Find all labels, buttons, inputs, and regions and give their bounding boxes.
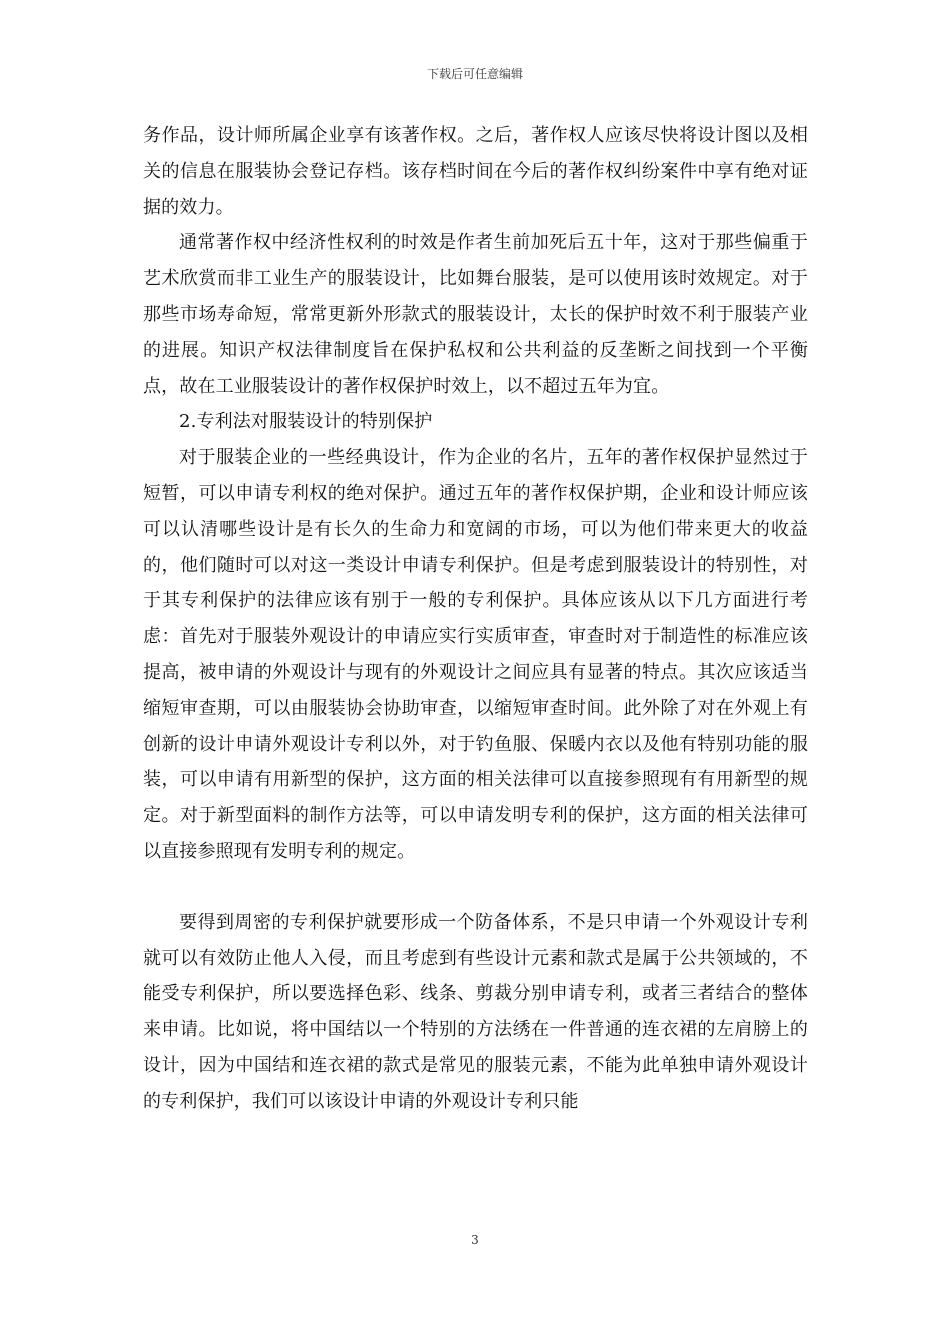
paragraph-continuation: 务作品，设计师所属企业享有该著作权。之后，著作权人应该尽快将设计图以及相关的信息在服装协会登记存档。该存档时间在今后的著作权纠纷案件中享有绝对证据的效力。 — [143, 125, 808, 218]
page-header: 下载后可任意编辑 — [426, 67, 523, 81]
paragraph-patent-protection: 对于服装企业的一些经典设计，作为企业的名片，五年的著作权保护显然过于短暂，可以申请专利权的绝对保护。通过五年的著作权保护期，企业和设计师应该可以认清哪些设计是有长久的生命力和宽阔的市场，可以为他们带来更大的收益的，他们随时可以对这一类设计申请专利保护。但是考虑到服装设计的特别性，对于其专利保护的法律应该有别于一般的专利保护。具体应该从以下几方面进行考虑：首先对于服装外观设计的申请应实行实质审查，审查时对于制造性的标准应该提高，被申请的外观设计与现有的外观设计之间应具有显著的特点。其次应该适当缩短审查期，可以由服装协会协助审查，以缩短审查时间。此外除了对在外观上有创新的设计申请外观设计专利以外，对于钓鱼服、保暖内衣以及他有特别功能的服装，可以申请有用新型的保护，这方面的相关法律可以直接参照现有有用新型的规定。对于新型面料的制作方法等，可以申请发明专利的保护，这方面的相关法律可以直接参照现有发明专利的规定。 — [143, 447, 808, 862]
paragraph-copyright-term: 通常著作权中经济性权利的时效是作者生前加死后五十年，这对于那些偏重于艺术欣赏而非工业生产的服装设计，比如舞台服装，是可以使用该时效规定。对于那些市场寿命短，常常更新外形款式的服装设计，太长的保护时效不利于服装产业的进展。知识产权法律制度旨在保护私权和公共利益的反垄断之间找到一个平衡点，故在工业服装设计的著作权保护时效上，以不超过五年为宜。 — [143, 232, 808, 397]
paragraph-defense-system: 要得到周密的专利保护就要形成一个防备体系，不是只申请一个外观设计专利就可以有效防止他人入侵，而且考虑到有些设计元素和款式是属于公共领域的，不能受专利保护，所以要选择色彩、线条、剪裁分别申请专利，或者三者结合的整体来申请。比如说，将中国结以一个特别的方法绣在一件普通的连衣裙的左肩膀上的设计，因为中国结和连衣裙的款式是常见的服装元素，不能为此单独申请外观设计的专利保护，我们可以该设计申请的外观设计专利只能 — [143, 911, 808, 1112]
page-number: 3 — [471, 1233, 479, 1247]
document-body — [143, 118, 808, 1120]
section-heading: 2.专利法对服装设计的特别保护 — [179, 411, 433, 433]
paragraph-gap — [143, 870, 808, 905]
